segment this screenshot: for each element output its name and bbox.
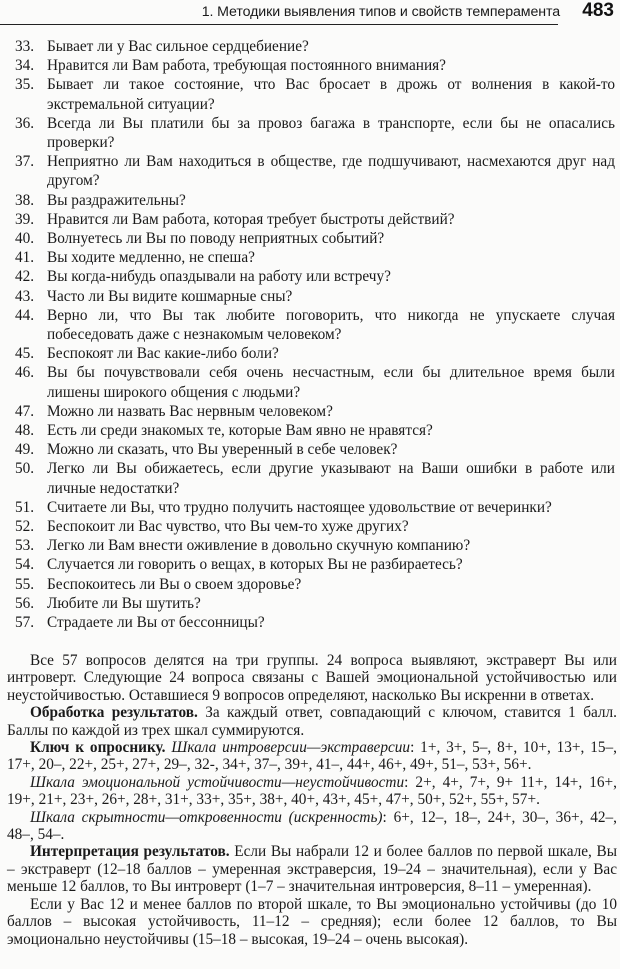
question-item (15, 248, 615, 267)
question-item (15, 229, 615, 248)
question-text: Есть ли среди знакомых те, которые Вам явно не нравятся? (47, 422, 433, 440)
question-item (15, 152, 615, 190)
question-number: 48. (15, 422, 35, 440)
question-number: 55. (15, 575, 35, 593)
interpretation-paragraph (7, 843, 617, 895)
question-number: 35. (15, 76, 35, 94)
question-number: 52. (15, 518, 35, 536)
question-item (15, 75, 615, 113)
question-item (15, 267, 615, 286)
processing-paragraph (7, 704, 617, 739)
question-text: Беспокоят ли Вас какие-либо боли? (47, 345, 279, 363)
groups-paragraph: Все 57 вопросов делятся на три группы. 24 вопроса выявляют, экстраверт Вы или интроверт. Следующие 24 вопроса связаны с Вашей эмоциональной устойчивостью или неустойчивостью. Оставшиеся 9 вопросов определяют, насколько Вы искренни в ответах. (7, 652, 617, 704)
question-item (15, 191, 615, 210)
question-item (15, 555, 615, 574)
question-number: 44. (15, 306, 35, 324)
question-text: Считаете ли Вы, что трудно получить настоящее удовольствие от вечеринки? (47, 498, 552, 516)
question-number: 43. (15, 287, 35, 305)
running-head (0, 0, 620, 28)
question-text: Вы бы почувствовали себя очень несчастным, если бы длительное время были лишены широкого общения с людьми? (47, 364, 615, 401)
question-number: 40. (15, 230, 35, 248)
question-item (15, 594, 615, 613)
header-rule (0, 24, 558, 25)
question-number: 51. (15, 498, 35, 516)
question-text: Бывает ли у Вас сильное сердцебиение? (47, 38, 309, 55)
interpretation-heading: Интерпретация результатов. (30, 843, 230, 861)
question-number: 37. (15, 153, 35, 171)
question-list (15, 37, 615, 632)
question-text: Легко ли Вам внести оживление в довольно скучную компанию? (47, 537, 471, 555)
page-number: 483 (582, 0, 614, 21)
question-item (15, 498, 615, 517)
question-number: 33. (15, 38, 35, 55)
scale1-label: Шкала интроверсии—экстраверсии (171, 739, 411, 757)
question-item (15, 402, 615, 421)
question-text: Нравится ли Вам работа, требующая постоянного внимания? (47, 57, 446, 75)
question-item (15, 37, 615, 56)
key-heading: Ключ к опроснику. (30, 739, 166, 757)
question-item (15, 363, 615, 401)
question-text: Неприятно ли Вам находиться в обществе, где подшучивают, насмехаются друг над другом? (47, 153, 615, 190)
question-text: Страдаете ли Вы от бессонницы? (47, 614, 265, 632)
results-section (7, 652, 617, 948)
question-text: Можно ли назвать Вас нервным человеком? (47, 402, 333, 420)
question-item (15, 210, 615, 229)
question-item (15, 536, 615, 555)
question-text: Беспокоит ли Вас чувство, что Вы чем-то хуже других? (47, 518, 409, 536)
question-item (15, 306, 615, 344)
question-number: 34. (15, 57, 35, 75)
question-text: Часто ли Вы видите кошмарные сны? (47, 287, 293, 305)
question-number: 49. (15, 441, 35, 459)
scale2-label: Шкала эмоциональной устойчивости—неустойчивости (30, 773, 405, 791)
question-item (15, 613, 615, 632)
question-text: Бывает ли такое состояние, что Вас бросает в дрожь от волнения в какой-то экстремальной ситуации? (47, 76, 615, 113)
question-number: 56. (15, 594, 35, 612)
question-item (15, 517, 615, 536)
question-text: Можно ли сказать, что Вы уверенный в себе человек? (47, 441, 398, 459)
question-number: 46. (15, 364, 35, 382)
question-text: Любите ли Вы шутить? (47, 594, 201, 612)
question-number: 47. (15, 402, 35, 420)
processing-heading: Обработка результатов. (30, 704, 198, 722)
question-text: Всегда ли Вы платили бы за провоз багажа в транспорте, если бы не опасались проверки? (47, 114, 615, 152)
question-item (15, 421, 615, 440)
question-text: Нравится ли Вам работа, которая требует быстроты действий? (47, 210, 455, 228)
question-number: 53. (15, 537, 35, 555)
question-item (15, 459, 615, 497)
scale3-values: : 6+, 12–, 18–, 24+, 30–, 36+, 42–, 48–, 54–. (7, 808, 617, 844)
question-number: 41. (15, 249, 35, 267)
question-number: 45. (15, 345, 35, 363)
question-number: 42. (15, 268, 35, 286)
question-number: 50. (15, 460, 35, 478)
question-text: Случается ли говорить о вещах, в которых Вы не разбираетесь? (47, 556, 463, 574)
question-number: 36. (15, 114, 35, 132)
scale3-label: Шкала скрытности—откровенности (искренность) (30, 808, 383, 826)
question-item (15, 114, 615, 152)
question-item (15, 287, 615, 306)
running-head-title: 1. Методики выявления типов и свойств темперамента (201, 4, 560, 20)
scale1-values: : 1+, 3+, 5–, 8+, 10+, 13+, 15–, 17+, 20–, 22+, 25+, 27+, 29–, 32-, 34+, 37–, 39+, 41–, 44+, 46+, 49+, 51–, 53+, 56+. (7, 739, 617, 774)
question-text: Волнуетесь ли Вы по поводу неприятных событий? (47, 230, 385, 248)
question-item (15, 344, 615, 363)
processing-text: За каждый ответ, совпадающий с ключом, ставится 1 балл. Баллы по каждой из трех шкал суммируются. (7, 704, 617, 739)
question-text: Вы ходите медленно, не спеша? (47, 249, 255, 267)
scale2-values: : 2+, 4+, 7+, 9+ 11+, 14+, 16+, 19+, 21+, 23+, 26+, 28+, 31+, 33+, 35+, 38+, 40+, 43+, 45+, 47+, 50+, 52+, 55+, 57+. (7, 773, 617, 809)
question-item (15, 575, 615, 594)
scale2-paragraph (7, 774, 617, 809)
question-text: Верно ли, что Вы так любите поговорить, что никогда не упускаете случая побеседовать даже с незнакомым человеком? (47, 306, 615, 344)
key-paragraph (7, 739, 617, 774)
interpretation-text: Если Вы набрали 12 и более баллов по первой шкале, Вы – экстраверт (12–18 баллов – умеренная экстраверсия, 19–24 – значительная), если у Вас меньше 12 баллов, то Вы интроверт (1–7 – значительная интроверсия, 8–11 – умеренная). (7, 843, 617, 896)
question-text: Беспокоитесь ли Вы о своем здоровье? (47, 575, 302, 593)
question-text: Вы раздражительны? (47, 191, 186, 209)
question-number: 54. (15, 556, 35, 574)
question-item (15, 440, 615, 459)
question-text: Вы когда-нибудь опаздывали на работу или встречу? (47, 268, 391, 286)
question-number: 39. (15, 210, 35, 228)
stability-paragraph: Если у Вас 12 и менее баллов по второй шкале, то Вы эмоционально устойчивы (до 10 баллов – высокая устойчивость, 11–12 – средняя); если более 12 баллов, то Вы эмоционально неустойчивы (15–18 – высокая, 19–24 – очень высокая). (7, 895, 617, 948)
question-text: Легко ли Вы обижаетесь, если другие указывают на Ваши ошибки в работе или личные недостатки? (47, 460, 615, 497)
question-number: 57. (15, 614, 35, 632)
question-number: 38. (15, 191, 35, 209)
question-item (15, 56, 615, 75)
scale3-paragraph (7, 809, 617, 844)
